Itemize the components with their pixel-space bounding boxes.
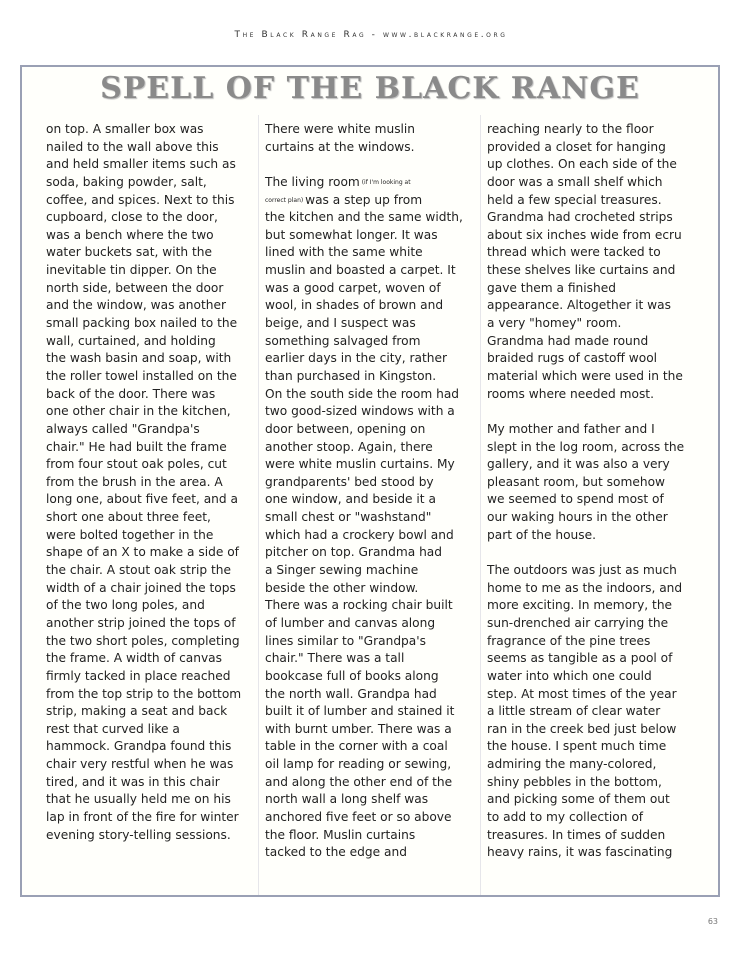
text-line: rest that curved like a bbox=[46, 721, 180, 736]
text-line: something salvaged from bbox=[265, 333, 421, 348]
text-line: and the window, was another bbox=[46, 298, 226, 313]
text-line: which had a crockery bowl and bbox=[265, 527, 454, 542]
text-line: was a good carpet, woven of bbox=[265, 280, 441, 295]
text-line: north wall a long shelf was bbox=[265, 792, 429, 807]
text-line: oil lamp for reading or sewing, bbox=[265, 757, 452, 772]
text-line: home to me as the indoors, and bbox=[487, 580, 683, 595]
text-line: heavy rains, it was fascinating bbox=[487, 845, 673, 860]
text-line: appearance. Altogether it was bbox=[487, 298, 671, 313]
paragraph-gap bbox=[487, 403, 699, 421]
text-line: chair." There was a tall bbox=[265, 651, 405, 666]
text-line: treasures. In times of sudden bbox=[487, 827, 666, 842]
text-line: The living room $^{(if I'm looking at}$ bbox=[265, 174, 411, 189]
text-line: the north wall. Grandpa had bbox=[265, 686, 437, 701]
text-line: and held smaller items such as bbox=[46, 157, 236, 172]
text-line: one window, and beside it a bbox=[265, 492, 436, 507]
text-line: a Singer sewing machine bbox=[265, 563, 419, 578]
text-line: earlier days in the city, rather bbox=[265, 351, 447, 366]
text-line: beside the other window. bbox=[265, 580, 419, 595]
text-line: short one about three feet, bbox=[46, 510, 211, 525]
column-divider bbox=[258, 115, 259, 895]
text-line: nailed to the wall above this bbox=[46, 139, 219, 154]
text-line: the kitchen and the same width, bbox=[265, 210, 463, 225]
text-line: from the top strip to the bottom bbox=[46, 686, 242, 701]
text-line: the chair. A stout oak strip the bbox=[46, 563, 231, 578]
text-line: wall, curtained, and holding bbox=[46, 333, 216, 348]
text-line: door between, opening on bbox=[265, 421, 426, 436]
article-title: SPELL OF THE BLACK RANGE bbox=[100, 71, 640, 106]
text-line: ran in the creek bed just below bbox=[487, 721, 677, 736]
text-line: was a bench where the two bbox=[46, 227, 214, 242]
text-line: a little stream of clear water bbox=[487, 704, 661, 719]
text-line: fragrance of the pine trees bbox=[487, 633, 651, 648]
text-line: we seemed to spend most of bbox=[487, 492, 664, 507]
text-line: coffee, and spices. Next to this bbox=[46, 192, 235, 207]
text-line: On the south side the room had bbox=[265, 386, 460, 401]
text-line: lines similar to "Grandpa's bbox=[265, 633, 426, 648]
text-line: lap in front of the fire for winter bbox=[46, 809, 239, 824]
text-line: inevitable tin dipper. On the bbox=[46, 263, 217, 278]
text-line: but somewhat longer. It was bbox=[265, 227, 438, 242]
text-line: cupboard, close to the door, bbox=[46, 210, 218, 225]
text-line: admiring the many-colored, bbox=[487, 757, 657, 772]
column-divider bbox=[480, 115, 481, 895]
text-line: the two short poles, completing bbox=[46, 633, 240, 648]
text-line: north side, between the door bbox=[46, 280, 224, 295]
text-line: with burnt umber. There was a bbox=[265, 721, 452, 736]
text-line: two good-sized windows with a bbox=[265, 404, 455, 419]
paragraph-gap bbox=[487, 544, 699, 562]
text-line: gave them a finished bbox=[487, 280, 616, 295]
text-line: There were white muslin bbox=[265, 122, 416, 136]
annotation-note: correct plan) bbox=[265, 196, 306, 204]
text-line: The outdoors was just as much bbox=[487, 563, 677, 578]
text-line: There was a rocking chair built bbox=[265, 598, 453, 613]
text-line: held a few special treasures. bbox=[487, 192, 662, 207]
text-line: long one, about five feet, and a bbox=[46, 492, 238, 507]
column-1 bbox=[46, 121, 258, 844]
text-line: shape of an X to make a side of bbox=[46, 545, 239, 560]
text-line bbox=[265, 192, 477, 210]
text-line: the roller towel installed on the bbox=[46, 368, 237, 383]
text-line: seems as tangible as a pool of bbox=[487, 651, 673, 666]
text-line: anchored five feet or so above bbox=[265, 809, 452, 824]
text-line: tacked to the edge and bbox=[265, 845, 407, 860]
text-line: strip, making a seat and back bbox=[46, 704, 228, 719]
text-line: our waking hours in the other bbox=[487, 510, 668, 525]
page-number: 63 bbox=[707, 917, 718, 926]
text-line: soda, baking powder, salt, bbox=[46, 174, 207, 189]
text-line: door was a small shelf which bbox=[487, 174, 663, 189]
text-line: reaching nearly to the floor bbox=[487, 122, 654, 136]
text-line: the frame. A width of canvas bbox=[46, 651, 222, 666]
text-line: muslin and boasted a carpet. It bbox=[265, 263, 456, 278]
text-line: gallery, and it was also a very bbox=[487, 457, 670, 472]
text-line: Grandma had crocheted strips bbox=[487, 210, 673, 225]
text-line: braided rugs of castoff wool bbox=[487, 351, 658, 366]
text-fragment: was a step up from bbox=[305, 192, 423, 207]
text-line: a very "homey" room. bbox=[487, 316, 622, 331]
text-line: were white muslin curtains. My bbox=[265, 457, 455, 472]
text-line: thread which were tacked to bbox=[487, 245, 661, 260]
paragraph-gap bbox=[265, 156, 477, 174]
text-line: chair." He had built the frame bbox=[46, 439, 227, 454]
text-line: another stoop. Again, there bbox=[265, 439, 433, 454]
text-line: width of a chair joined the tops bbox=[46, 580, 236, 595]
text-line: material which were used in the bbox=[487, 368, 683, 383]
text-line: water buckets sat, with the bbox=[46, 245, 212, 260]
text-line: tired, and it was in this chair bbox=[46, 774, 220, 789]
text-line: rooms where needed most. bbox=[487, 386, 654, 401]
text-line: about six inches wide from ecru bbox=[487, 227, 682, 242]
article-frame bbox=[20, 65, 720, 897]
text-line: pleasant room, but somehow bbox=[487, 474, 665, 489]
text-line: wool, in shades of brown and bbox=[265, 298, 444, 313]
text-line: part of the house. bbox=[487, 527, 596, 542]
text-line: firmly tacked in place reached bbox=[46, 668, 231, 683]
page-header: The Black Range Rag - www.blackrange.org bbox=[234, 30, 508, 40]
text-line: the house. I spent much time bbox=[487, 739, 667, 754]
text-line: shiny pebbles in the bottom, bbox=[487, 774, 662, 789]
text-line: lined with the same white bbox=[265, 245, 423, 260]
text-line: slept in the log room, across the bbox=[487, 439, 685, 454]
text-line: hammock. Grandpa found this bbox=[46, 739, 232, 754]
text-line: back of the door. There was bbox=[46, 386, 216, 401]
text-line: of the two long poles, and bbox=[46, 598, 205, 613]
text-line: small chest or "washstand" bbox=[265, 510, 432, 525]
text-line: than purchased in Kingston. bbox=[265, 368, 437, 383]
text-line: from the brush in the area. A bbox=[46, 474, 223, 489]
text-line: bookcase full of books along bbox=[265, 668, 439, 683]
text-line: sun-drenched air carrying the bbox=[487, 615, 669, 630]
text-line: chair very restful when he was bbox=[46, 757, 234, 772]
text-line: up clothes. On each side of the bbox=[487, 157, 677, 172]
text-line: from four stout oak poles, cut bbox=[46, 457, 227, 472]
text-line: on top. A smaller box was bbox=[46, 122, 204, 136]
text-line: these shelves like curtains and bbox=[487, 263, 676, 278]
text-line: built it of lumber and stained it bbox=[265, 704, 455, 719]
text-line: step. At most times of the year bbox=[487, 686, 677, 701]
text-line: one other chair in the kitchen, bbox=[46, 404, 231, 419]
text-line: the floor. Muslin curtains bbox=[265, 827, 416, 842]
text-line: to add to my collection of bbox=[487, 809, 644, 824]
text-line: provided a closet for hanging bbox=[487, 139, 666, 154]
text-line: and picking some of them out bbox=[487, 792, 670, 807]
text-line: that he usually held me on his bbox=[46, 792, 231, 807]
text-line: always called "Grandpa's bbox=[46, 421, 200, 436]
text-line: beige, and I suspect was bbox=[265, 316, 416, 331]
text-line: table in the corner with a coal bbox=[265, 739, 448, 754]
text-line: curtains at the windows. bbox=[265, 139, 415, 154]
text-line: grandparents' bed stood by bbox=[265, 474, 434, 489]
text-line: Grandma had made round bbox=[487, 333, 649, 348]
text-line: the wash basin and soap, with bbox=[46, 351, 232, 366]
column-2 bbox=[265, 121, 477, 862]
text-line: and along the other end of the bbox=[265, 774, 453, 789]
text-line: My mother and father and I bbox=[487, 421, 655, 436]
annotation-note: (if I'm looking at bbox=[359, 178, 411, 186]
text-line: water into which one could bbox=[487, 668, 652, 683]
text-line: pitcher on top. Grandma had bbox=[265, 545, 443, 560]
text-line: evening story-telling sessions. bbox=[46, 827, 231, 842]
text-line: another strip joined the tops of bbox=[46, 615, 236, 630]
text-line: were bolted together in the bbox=[46, 527, 214, 542]
text-line: small packing box nailed to the bbox=[46, 316, 238, 331]
column-3 bbox=[487, 121, 699, 862]
text-line: more exciting. In memory, the bbox=[487, 598, 673, 613]
text-line: of lumber and canvas along bbox=[265, 615, 436, 630]
